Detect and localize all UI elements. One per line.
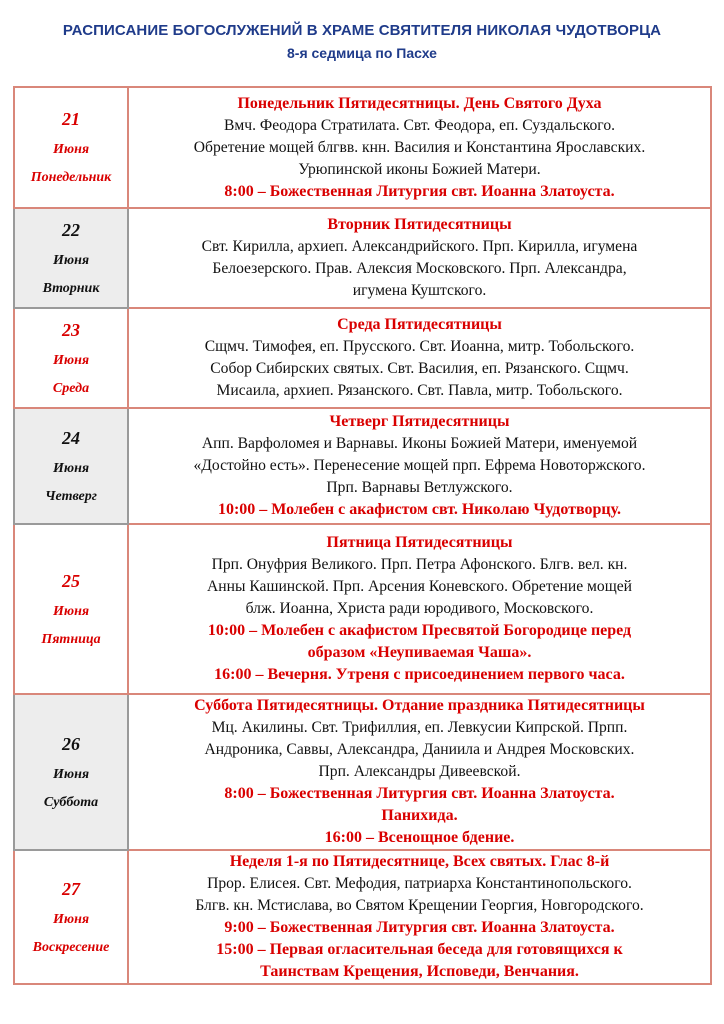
schedule-row <box>14 850 711 984</box>
day-content <box>128 308 711 408</box>
date-day: 24 <box>62 427 80 448</box>
commemoration-line: Вмч. Феодора Стратилата. Свт. Феодора, еп. Суздальского. <box>223 116 616 134</box>
date-weekday: Воскресение <box>32 939 110 955</box>
service-line: 16:00 – Вечерня. Утреня с присоединением первого часа. <box>214 666 625 683</box>
day-title: Понедельник Пятидесятницы. День Святого Духа <box>237 94 602 112</box>
day-title: Четверг Пятидесятницы <box>329 413 510 430</box>
date-cell <box>14 87 128 208</box>
date-month: Июня <box>52 911 90 927</box>
commemoration-line: Сщмч. Тимофея, еп. Прусского. Свт. Иоанна, митр. Тобольского. <box>204 338 635 355</box>
service-line: Таинствам Крещения, Исповеди, Венчания. <box>260 963 579 980</box>
date-month: Июня <box>52 252 90 268</box>
date-month: Июня <box>52 766 90 782</box>
service-line: Панихида. <box>381 807 458 824</box>
date-weekday: Вторник <box>42 280 100 296</box>
schedule-row <box>14 408 711 524</box>
date-cell <box>14 850 128 984</box>
service-line: 10:00 – Молебен с акафистом свт. Николаю Чудотворцу. <box>217 501 622 518</box>
date-month: Июня <box>52 142 90 157</box>
date-cell <box>14 694 128 850</box>
commemoration-line: «Достойно есть». Перенесение мощей прп. Ефрема Новоторжского. <box>193 457 646 474</box>
commemoration-line: Обретение мощей блгвв. кнн. Василия и Константина Ярославских. <box>193 138 646 156</box>
service-line: 9:00 – Божественная Литургия свт. Иоанна Златоуста. <box>224 919 615 936</box>
date-cell <box>14 308 128 408</box>
commemoration-line: Андроника, Саввы, Александра, Даниила и Андрея Московских. <box>204 741 635 758</box>
date-weekday: Суббота <box>43 794 99 810</box>
date-month: Июня <box>52 603 90 619</box>
date-day: 26 <box>62 733 80 754</box>
commemoration-line: блж. Иоанна, Христа ради юродивого, Московского. <box>245 600 594 617</box>
commemoration-line: Собор Сибирских святых. Свт. Василия, еп. Рязанского. Сщмч. <box>210 360 629 377</box>
day-title: Вторник Пятидесятницы <box>327 216 512 233</box>
date-month: Июня <box>52 460 90 476</box>
service-line: 8:00 – Божественная Литургия свт. Иоанна Златоуста. <box>224 785 615 802</box>
service-line: 10:00 – Молебен с акафистом Пресвятой Богородице перед <box>207 622 632 639</box>
day-title: Пятница Пятидесятницы <box>326 534 513 551</box>
commemoration-line: Анны Кашинской. Прп. Арсения Коневского. Обретение мощей <box>207 578 632 595</box>
commemoration-line: Прп. Онуфрия Великого. Прп. Петра Афонского. Блгв. вел. кн. <box>211 556 628 573</box>
day-content <box>128 87 711 208</box>
schedule-row <box>14 694 711 850</box>
day-title: Среда Пятидесятницы <box>337 316 502 333</box>
commemoration-line: Апп. Варфоломея и Варнавы. Иконы Божией Матери, именуемой <box>201 435 638 452</box>
date-day: 22 <box>62 219 80 240</box>
day-content <box>128 850 711 984</box>
date-weekday: Четверг <box>45 488 97 504</box>
date-cell <box>14 524 128 694</box>
schedule-row <box>14 208 711 308</box>
date-day: 21 <box>62 109 80 129</box>
commemoration-line: Белоезерского. Прав. Алексия Московского. Прп. Александра, <box>212 260 627 277</box>
date-day: 25 <box>62 570 80 591</box>
commemoration-line: Блгв. кн. Мстислава, во Святом Крещении Георгия, Новгородского. <box>195 897 644 914</box>
day-content <box>128 408 711 524</box>
date-cell <box>14 208 128 308</box>
service-line: 15:00 – Первая огласительная беседа для готовящихся к <box>216 941 623 958</box>
page-header <box>0 0 724 61</box>
commemoration-line: Прп. Александры Дивеевской. <box>318 763 521 780</box>
commemoration-line: Урюпинской иконы Божией Матери. <box>298 160 541 178</box>
schedule-row <box>14 87 711 208</box>
commemoration-line: Прп. Варнавы Ветлужского. <box>326 479 513 496</box>
commemoration-line: Свт. Кирилла, архиеп. Александрийского. Прп. Кирилла, игумена <box>201 238 638 255</box>
schedule-row <box>14 524 711 694</box>
day-content <box>128 208 711 308</box>
commemoration-line: Мц. Акилины. Свт. Трифиллия, еп. Левкусии Кипрской. Прпп. <box>211 719 628 736</box>
commemoration-line: Прор. Елисея. Свт. Мефодия, патриарха Константинопольского. <box>207 875 632 892</box>
date-day: 23 <box>62 319 80 340</box>
day-title: Суббота Пятидесятницы. Отдание праздника Пятидесятницы <box>194 697 645 714</box>
date-day: 27 <box>62 878 80 899</box>
service-line: 8:00 – Божественная Литургия свт. Иоанна Златоуста. <box>224 182 615 200</box>
service-line: образом «Неупиваемая Чаша». <box>307 644 532 661</box>
service-line: 16:00 – Всенощное бдение. <box>324 829 515 846</box>
date-month: Июня <box>52 352 90 368</box>
day-title: Неделя 1-я по Пятидесятнице, Всех святых. Глас 8-й <box>229 853 610 870</box>
date-weekday: Пятница <box>41 631 101 647</box>
schedule-table <box>13 86 712 985</box>
commemoration-line: Мисаила, архиеп. Рязанского. Свт. Павла, митр. Тобольского. <box>216 382 623 399</box>
schedule-row <box>14 308 711 408</box>
commemoration-line: игумена Куштского. <box>352 282 487 299</box>
page-title: РАСПИСАНИЕ БОГОСЛУЖЕНИЙ В ХРАМЕ СВЯТИТЕЛЯ НИКОЛАЯ ЧУДОТВОРЦА <box>62 22 662 39</box>
date-cell <box>14 408 128 524</box>
date-weekday: Понедельник <box>30 170 112 185</box>
date-weekday: Среда <box>52 380 90 396</box>
day-content <box>128 524 711 694</box>
day-content <box>128 694 711 850</box>
page-subtitle: 8-я седмица по Пасхе <box>287 45 437 61</box>
